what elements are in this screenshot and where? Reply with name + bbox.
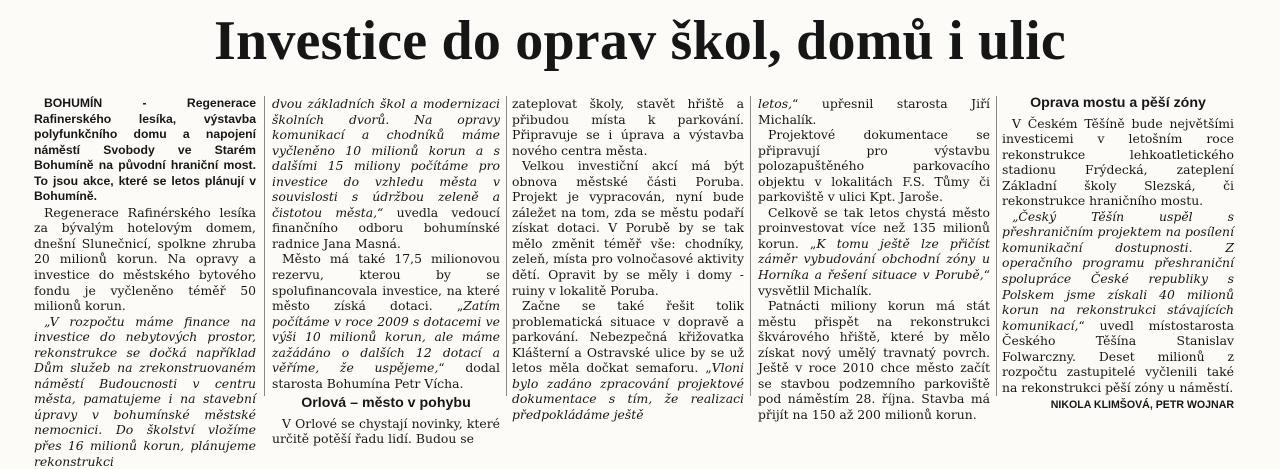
paragraph-text: Město má také 17,5 milionovou rezervu, kterou by se spolufinancovala investice, na které město získá dotaci. „	[272, 251, 500, 314]
quote-text: „Český Těšín uspěl s přeshraničním projektem na posílení komunikační dostupnosti. Z operačního programu přeshraniční spolupráce České republiky s Polskem jsme získali 40 milionů korun na rekonstrukci stávajících komunikací,	[1002, 208, 1234, 333]
lead-paragraph	[34, 96, 256, 205]
column-divider	[750, 96, 751, 396]
paragraph: Patnácti miliony korun má stát městu přispět na rekonstrukci škvárového hřiště, které by mělo získat nový umělý travnatý povrch. Ještě v roce 2010 chce město začít se stavbou podzemního parkoviště pod náměstím 28. října. Stavba má přijít na 150 až 200 milionů korun.	[758, 298, 990, 422]
quote-text: K tomu ještě lze přičíst záměr vybudování obchodní zóny u Horníka a řešení situace v Porubě,	[758, 235, 990, 283]
quote-text: dvou základních škol a modernizaci školních dvorů. Na opravy komunikací a chodníků máme vyčleněno 10 milionů korun a s dalšími 15 miliony počítáme pro investice do vzhledu města v souvislosti s údržbou zeleně a čistotou města,“	[272, 96, 500, 220]
byline: NIKOLA KLIMŠOVÁ, PETR WOJNAR	[1050, 399, 1234, 412]
quote-paragraph: „V rozpočtu máme finance na investice do nebytových prostor, rekonstrukce se dočká například Dům služeb na zrekonstruovaném náměstí Budoucnosti v centru města, pamatujeme i na stavební úpravy v bohumínské městské nemocnici. Do školství vložíme přes 16 milionů korun, plánujeme rekonstrukci	[34, 313, 256, 469]
subheading: Oprava mostu a pěší zóny	[1030, 95, 1206, 111]
paragraph-text: Začne se také řešit tolik problematická situace v dopravě a parkování. Nebezpečná křižovatka Klášterní a Ostravské ulice by se už letos měla dočkat semaforu. „	[512, 298, 744, 376]
column-divider	[264, 96, 265, 396]
paragraph	[512, 298, 744, 422]
paragraph: Velkou investiční akcí má být obnova městské části Poruba. Projekt je vypracován, nyní bude záležet na tom, zda se městu podaří získat dotaci. V Porubě by se tak mělo změnit téměř vše: chodníky, zeleň, místa pro volnočasové aktivity dětí. Opravit by se měly i domy - ruiny v lokalitě Poruba.	[512, 158, 744, 298]
paragraph-text: Celkově se tak letos chystá město proinvestovat více než 135 milionů korun. „	[758, 204, 990, 251]
article-column-4	[758, 96, 990, 422]
paragraph: Projektové dokumentace se připravují pro výstavbu polozapuštěného parkovacího objektu v lokalitách F.S. Tůmy či parkoviště v ulici Kpt. Jaroše.	[758, 127, 990, 205]
attribution-text: “ uvedl místostarosta Českého Těšína Stanislav Folwarczny. Deset milionů z rozpočtu zastupitelé vyčlenili také na rekonstrukci pěší zóny u náměstí.	[1002, 317, 1234, 395]
paragraph	[272, 251, 500, 391]
paragraph: zateplovat školy, stavět hřiště a přibudou místa k parkování. Připravuje se i úprava a výstavba nového centra města.	[512, 96, 744, 158]
article-column-2	[272, 96, 500, 447]
paragraph: V Českém Těšíně bude největšími investicemi v letošním roce rekonstrukce lehkoatletického stadionu Frýdecká, zateplení Základní školy Slezská, či rekonstrukce hraničního mostu.	[1002, 115, 1234, 209]
attribution-text: “ dodal starosta Bohumína Petr Vícha.	[272, 360, 500, 391]
paragraph	[1002, 209, 1234, 396]
paragraph	[272, 96, 500, 251]
article-column-3	[512, 96, 744, 422]
quote-text: Vloni bylo zadáno zpracování projektové dokumentace s tím, že realizaci předpokládáme ještě	[512, 360, 744, 422]
quote-text: letos,	[758, 96, 793, 111]
column-divider	[996, 96, 997, 396]
quote-text: Zatím počítáme v roce 2009 s dotacemi ve výši 10 milionů korun, ale máme zažádáno o dalších 12 dotací a věříme, že uspějeme,	[272, 298, 500, 376]
column-divider	[506, 96, 507, 396]
lead-text: - Regenerace Rafinerského lesíka, výstavba polyfunkčního domu a napojení náměstí Svobody ve Starém Bohumíně na původní hraniční most. To jsou akce, které se letos plánují v Bohumíně.	[34, 96, 256, 204]
attribution-text: uvedla vedoucí finančního odboru bohumínské radnice Jana Masná.	[272, 204, 500, 251]
subheading: Orlová – město v pohybu	[301, 395, 471, 412]
headline: Investice do oprav škol, domů i ulic	[214, 10, 1066, 72]
paragraph	[758, 205, 990, 298]
attribution-text: “ vysvětlil Michalík.	[758, 267, 990, 298]
paragraph	[758, 96, 990, 127]
paragraph: V Orlové se chystají novinky, které určitě potěší řadu lidí. Budou se	[272, 415, 500, 447]
article-column-1	[34, 96, 256, 469]
attribution-text: “ upřesnil starosta Jiří Michalík.	[758, 96, 990, 127]
dateline: BOHUMÍN	[44, 96, 103, 110]
article-column-5	[1002, 95, 1234, 412]
paragraph: Regenerace Rafinérského lesíka za bývalým hotelovým domem, dnešní Slunečnicí, spolkne zhruba 20 milionů korun. Na opravy a investice do městského bytového fondu je vyčleněno téměř 50 milionů korun.	[34, 204, 256, 314]
